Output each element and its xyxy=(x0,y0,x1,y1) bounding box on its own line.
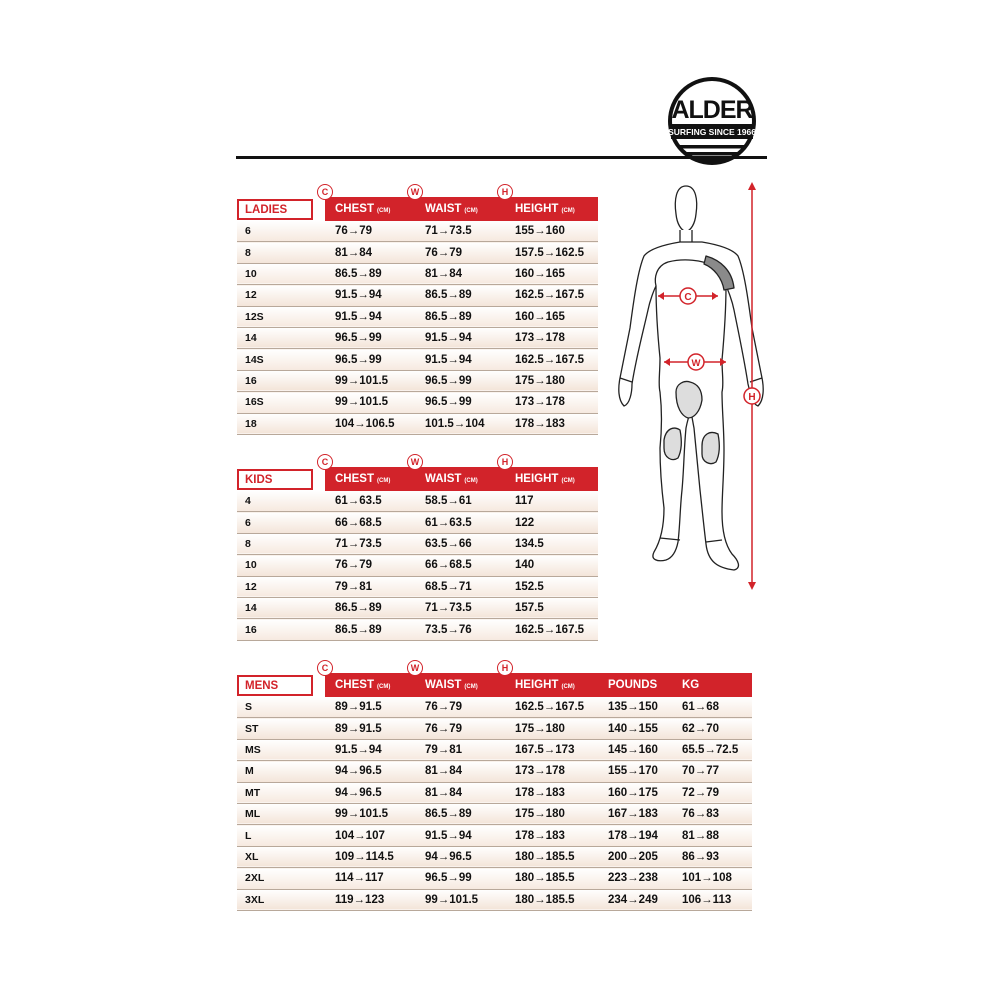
brand-name: ALDER xyxy=(671,96,753,124)
measurement-cell: 104→106.5 xyxy=(325,413,415,434)
measurement-cell: 96.5→99 xyxy=(325,327,415,348)
ladies-size-row xyxy=(237,221,598,242)
ladies-height-header: H HEIGHT (CM) xyxy=(505,197,598,221)
ladies-size-row xyxy=(237,349,598,370)
measurement-cell: 91.5→94 xyxy=(415,349,505,370)
kids-height-header: H HEIGHT (CM) xyxy=(505,467,598,491)
measurement-cell: 178→194 xyxy=(598,825,672,846)
kids-size-row xyxy=(237,597,598,618)
ladies-size-row xyxy=(237,285,598,306)
ladies-title: LADIES xyxy=(237,197,325,221)
ladies-size-row xyxy=(237,242,598,263)
ladies-size-table xyxy=(237,187,598,435)
measurement-cell: 62→70 xyxy=(672,718,752,739)
measurement-cell: 99→101.5 xyxy=(415,889,505,910)
measurement-cell: 178→183 xyxy=(505,825,598,846)
measurement-cell: 178→183 xyxy=(505,413,598,434)
kids-size-row xyxy=(237,512,598,533)
wetsuit-body-diagram xyxy=(610,178,780,593)
height-badge-icon: H xyxy=(497,184,513,200)
size-label: 16 xyxy=(237,619,325,640)
size-label: 12S xyxy=(237,306,325,327)
size-label: 16 xyxy=(237,370,325,391)
measurement-cell: 180→185.5 xyxy=(505,846,598,867)
size-label: 14S xyxy=(237,349,325,370)
ladies-size-row xyxy=(237,413,598,434)
mens-kg-header: KG xyxy=(682,679,700,691)
waist-badge-icon: W xyxy=(407,660,423,676)
measurement-cell: 86.5→89 xyxy=(325,597,415,618)
measurement-cell: 86.5→89 xyxy=(415,285,505,306)
measurement-cell: 72→79 xyxy=(672,782,752,803)
measurement-cell: 104→107 xyxy=(325,825,415,846)
measurement-cell: 96.5→99 xyxy=(415,868,505,889)
kids-title: KIDS xyxy=(237,467,325,491)
measurement-cell: 79→81 xyxy=(325,576,415,597)
measurement-cell: 86.5→89 xyxy=(325,619,415,640)
measurement-cell: 81→88 xyxy=(672,825,752,846)
ladies-size-row xyxy=(237,306,598,327)
measurement-cell: 160→165 xyxy=(505,306,598,327)
size-label: 10 xyxy=(237,555,325,576)
size-label: 3XL xyxy=(237,889,325,910)
mens-chest-header: C CHEST (CM) xyxy=(325,673,415,697)
measurement-cell: 99→101.5 xyxy=(325,392,415,413)
measurement-cell: 155→160 xyxy=(505,221,598,242)
measurement-cell: 117 xyxy=(505,491,598,512)
mens-size-row xyxy=(237,761,752,782)
measurement-cell: 175→180 xyxy=(505,803,598,824)
measurement-cell: 61→63.5 xyxy=(415,512,505,533)
kids-size-row xyxy=(237,576,598,597)
ladies-header-row xyxy=(237,197,598,221)
mens-size-row xyxy=(237,825,752,846)
measurement-cell: 167→183 xyxy=(598,803,672,824)
measurement-cell: 63.5→66 xyxy=(415,533,505,554)
measurement-cell: 81→84 xyxy=(415,263,505,284)
measurement-cell: 200→205 xyxy=(598,846,672,867)
height-badge-icon: H xyxy=(497,660,513,676)
size-label: 14 xyxy=(237,597,325,618)
measurement-cell: 76→83 xyxy=(672,803,752,824)
size-label: 10 xyxy=(237,263,325,284)
chest-badge-icon: C xyxy=(317,454,333,470)
size-label: 4 xyxy=(237,491,325,512)
measurement-cell: 160→165 xyxy=(505,263,598,284)
measurement-cell: 178→183 xyxy=(505,782,598,803)
measurement-cell: 66→68.5 xyxy=(325,512,415,533)
measurement-cell: 76→79 xyxy=(415,718,505,739)
size-label: MS xyxy=(237,739,325,760)
size-label: ST xyxy=(237,718,325,739)
ladies-waist-header: W WAIST (CM) xyxy=(415,197,505,221)
mens-size-row xyxy=(237,868,752,889)
size-label: XL xyxy=(237,846,325,867)
ladies-size-row xyxy=(237,392,598,413)
measurement-cell: 99→101.5 xyxy=(325,370,415,391)
measurement-cell: 101.5→104 xyxy=(415,413,505,434)
measurement-cell: 91.5→94 xyxy=(325,306,415,327)
svg-text:C: C xyxy=(684,292,692,303)
measurement-cell: 89→91.5 xyxy=(325,718,415,739)
measurement-cell: 81→84 xyxy=(415,761,505,782)
measurement-cell: 96.5→99 xyxy=(415,370,505,391)
measurement-cell: 162.5→167.5 xyxy=(505,349,598,370)
size-label: 12 xyxy=(237,285,325,306)
measurement-cell: 175→180 xyxy=(505,718,598,739)
measurement-cell: 99→101.5 xyxy=(325,803,415,824)
ladies-size-row xyxy=(237,263,598,284)
mens-height-header: H HEIGHT (CM) xyxy=(505,673,598,697)
mens-size-row xyxy=(237,782,752,803)
measurement-cell: 61→68 xyxy=(672,697,752,718)
measurement-cell: 71→73.5 xyxy=(415,597,505,618)
measurement-cell: 122 xyxy=(505,512,598,533)
measurement-cell: 152.5 xyxy=(505,576,598,597)
measurement-cell: 76→79 xyxy=(325,221,415,242)
measurement-cell: 157.5→162.5 xyxy=(505,242,598,263)
mens-size-row xyxy=(237,803,752,824)
measurement-cell: 162.5→167.5 xyxy=(505,285,598,306)
ladies-chest-header: C CHEST (CM) xyxy=(325,197,415,221)
size-label: 16S xyxy=(237,392,325,413)
kids-rows xyxy=(237,491,598,640)
mens-size-row xyxy=(237,889,752,910)
measurement-cell: 96.5→99 xyxy=(415,392,505,413)
svg-text:W: W xyxy=(691,358,701,369)
height-badge-icon: H xyxy=(497,454,513,470)
mens-size-row xyxy=(237,697,752,718)
size-label: 8 xyxy=(237,533,325,554)
measurement-cell: 61→63.5 xyxy=(325,491,415,512)
measurement-cell: 73.5→76 xyxy=(415,619,505,640)
measurement-cell: 94→96.5 xyxy=(415,846,505,867)
measurement-cell: 160→175 xyxy=(598,782,672,803)
measurement-cell: 101→108 xyxy=(672,868,752,889)
measurement-cell: 94→96.5 xyxy=(325,761,415,782)
size-label: 18 xyxy=(237,413,325,434)
size-label: MT xyxy=(237,782,325,803)
measurement-cell: 86→93 xyxy=(672,846,752,867)
kids-header-row xyxy=(237,467,598,491)
measurement-cell: 65.5→72.5 xyxy=(672,739,752,760)
mens-size-row xyxy=(237,739,752,760)
mens-size-row xyxy=(237,846,752,867)
kids-waist-header: W WAIST (CM) xyxy=(415,467,505,491)
ladies-rows xyxy=(237,221,598,434)
mens-waist-header: W WAIST (CM) xyxy=(415,673,505,697)
measurement-cell: 86.5→89 xyxy=(415,306,505,327)
mens-size-table xyxy=(237,663,752,911)
measurement-cell: 70→77 xyxy=(672,761,752,782)
measurement-cell: 180→185.5 xyxy=(505,868,598,889)
size-label: S xyxy=(237,697,325,718)
size-label: 6 xyxy=(237,221,325,242)
kids-chest-header: C CHEST (CM) xyxy=(325,467,415,491)
measurement-cell: 145→160 xyxy=(598,739,672,760)
kids-size-row xyxy=(237,555,598,576)
size-label: 8 xyxy=(237,242,325,263)
waist-badge-icon: W xyxy=(407,184,423,200)
measurement-cell: 106→113 xyxy=(672,889,752,910)
measurement-cell: 76→79 xyxy=(415,242,505,263)
measurement-cell: 155→170 xyxy=(598,761,672,782)
size-label: 14 xyxy=(237,327,325,348)
measurement-cell: 91.5→94 xyxy=(415,825,505,846)
measurement-cell: 234→249 xyxy=(598,889,672,910)
kids-size-row xyxy=(237,491,598,512)
measurement-cell: 119→123 xyxy=(325,889,415,910)
size-label: L xyxy=(237,825,325,846)
measurement-cell: 140 xyxy=(505,555,598,576)
measurement-cell: 173→178 xyxy=(505,761,598,782)
header-divider xyxy=(236,156,767,159)
measurement-cell: 175→180 xyxy=(505,370,598,391)
measurement-cell: 223→238 xyxy=(598,868,672,889)
kids-size-row xyxy=(237,533,598,554)
mens-pounds-header: POUNDS xyxy=(608,679,658,691)
measurement-cell: 94→96.5 xyxy=(325,782,415,803)
measurement-cell: 81→84 xyxy=(415,782,505,803)
measurement-cell: 68.5→71 xyxy=(415,576,505,597)
chest-badge-icon: C xyxy=(317,184,333,200)
measurement-cell: 91.5→94 xyxy=(325,739,415,760)
ladies-size-row xyxy=(237,370,598,391)
alder-logo xyxy=(661,76,763,166)
mens-size-row xyxy=(237,718,752,739)
measurement-cell: 91.5→94 xyxy=(415,327,505,348)
size-label: 2XL xyxy=(237,868,325,889)
chest-badge-icon: C xyxy=(317,660,333,676)
measurement-cell: 86.5→89 xyxy=(415,803,505,824)
size-label: M xyxy=(237,761,325,782)
measurement-cell: 71→73.5 xyxy=(415,221,505,242)
waist-badge-icon: W xyxy=(407,454,423,470)
size-label: 12 xyxy=(237,576,325,597)
measurement-cell: 162.5→167.5 xyxy=(505,697,598,718)
measurement-cell: 81→84 xyxy=(325,242,415,263)
measurement-cell: 91.5→94 xyxy=(325,285,415,306)
measurement-cell: 134.5 xyxy=(505,533,598,554)
measurement-cell: 140→155 xyxy=(598,718,672,739)
measurement-cell: 66→68.5 xyxy=(415,555,505,576)
measurement-cell: 135→150 xyxy=(598,697,672,718)
measurement-cell: 86.5→89 xyxy=(325,263,415,284)
mens-title: MENS xyxy=(237,673,325,697)
measurement-cell: 167.5→173 xyxy=(505,739,598,760)
measurement-cell: 76→79 xyxy=(325,555,415,576)
measurement-cell: 173→178 xyxy=(505,392,598,413)
measurement-cell: 79→81 xyxy=(415,739,505,760)
measurement-cell: 71→73.5 xyxy=(325,533,415,554)
mens-rows xyxy=(237,697,752,910)
measurement-cell: 96.5→99 xyxy=(325,349,415,370)
measurement-cell: 180→185.5 xyxy=(505,889,598,910)
kids-size-row xyxy=(237,619,598,640)
size-label: ML xyxy=(237,803,325,824)
measurement-cell: 173→178 xyxy=(505,327,598,348)
kids-size-table xyxy=(237,457,598,641)
measurement-cell: 109→114.5 xyxy=(325,846,415,867)
measurement-cell: 114→117 xyxy=(325,868,415,889)
svg-text:H: H xyxy=(748,392,756,403)
measurement-cell: 89→91.5 xyxy=(325,697,415,718)
size-label: 6 xyxy=(237,512,325,533)
measurement-cell: 58.5→61 xyxy=(415,491,505,512)
brand-tagline: SURFING SINCE 1966 xyxy=(668,127,756,137)
measurement-cell: 162.5→167.5 xyxy=(505,619,598,640)
measurement-cell: 76→79 xyxy=(415,697,505,718)
ladies-size-row xyxy=(237,327,598,348)
mens-header-row xyxy=(237,673,752,697)
measurement-cell: 157.5 xyxy=(505,597,598,618)
